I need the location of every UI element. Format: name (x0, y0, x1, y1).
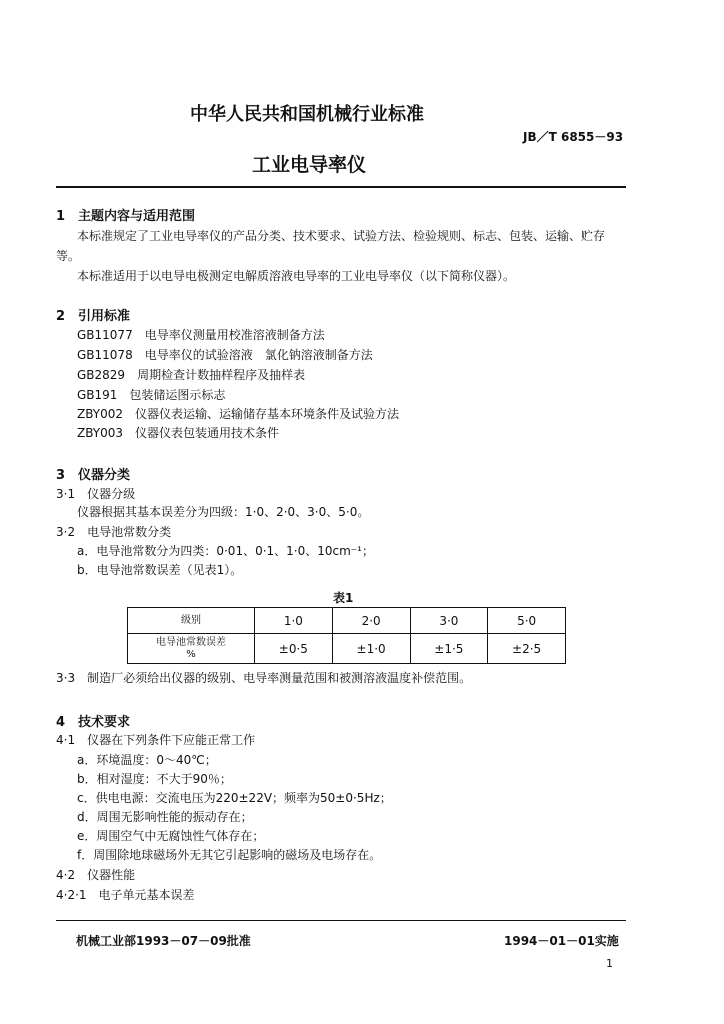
reference-item: GB2829 周期检查计数抽样程序及抽样表 (77, 368, 306, 382)
table-cell-grade: 3·0 (410, 608, 488, 634)
reference-item: ZBY002 仪器仪表运输、运输储存基本环境条件及试验方法 (77, 407, 400, 421)
subsection-4-2-1-heading: 4·2·1 电子单元基本误差 (56, 888, 195, 902)
section-1-paragraph-2: 本标准适用于以电导电极测定电解质溶液电导率的工业电导率仪（以下简称仪器）。 (77, 269, 516, 283)
document-title: 工业电导率仪 (252, 154, 367, 176)
table-cell-grade: 2·0 (332, 608, 410, 634)
section-1-paragraph-1-cont: 等。 (56, 249, 81, 263)
table-row-label-line-2: % (186, 648, 196, 660)
subsection-3-3-text: 3·3 制造厂必须给出仪器的级别、电导率测量范围和被测溶液温度补偿范围。 (56, 671, 472, 685)
condition-item: e．周围空气中无腐蚀性气体存在； (77, 829, 265, 843)
section-1-heading: 1 主题内容与适用范围 (56, 209, 196, 224)
table-cell-error: ±1·5 (410, 634, 488, 664)
table-cell-error: ±0·5 (255, 634, 333, 664)
table-row (128, 608, 566, 634)
condition-item: d．周围无影响性能的振动存在； (77, 810, 253, 824)
condition-item: c．供电电源：交流电压为220±22V；频率为50±0·5Hz； (77, 791, 392, 805)
page-number: 1 (606, 957, 613, 970)
subsection-4-2-heading: 4·2 仪器性能 (56, 868, 136, 882)
condition-item: a．环境温度：0～40℃； (77, 753, 217, 767)
error-table (127, 607, 566, 664)
table-cell-error: ±1·0 (332, 634, 410, 664)
approval-line: 机械工业部1993－07－09批准 (76, 934, 251, 948)
table-row-label (128, 634, 255, 664)
condition-item: b．相对湿度：不大于90％； (77, 772, 232, 786)
reference-item: GB11078 电导率仪的试验溶液 氯化钠溶液制备方法 (77, 348, 373, 362)
condition-item: f．周围除地球磁场外无其它引起影响的磁场及电场存在。 (77, 848, 382, 862)
subsection-3-2-item-b: b．电导池常数误差（见表1）。 (77, 563, 243, 577)
reference-item: GB11077 电导率仪测量用校准溶液制备方法 (77, 328, 325, 342)
section-2-heading: 2 引用标准 (56, 309, 131, 324)
table-caption: 表1 (333, 591, 354, 605)
subsection-3-2-item-a: a．电导池常数分为四类：0·01、0·1、1·0、10cm⁻¹； (77, 544, 374, 558)
reference-item: ZBY003 仪器仪表包装通用技术条件 (77, 426, 280, 440)
standard-title: 中华人民共和国机械行业标准 (190, 104, 424, 125)
section-3-heading: 3 仪器分类 (56, 468, 131, 483)
section-4-heading: 4 技术要求 (56, 715, 131, 730)
table-cell-grade: 5·0 (488, 608, 566, 634)
table-row-label: 级别 (128, 608, 255, 634)
section-1-paragraph-1: 本标准规定了工业电导率仪的产品分类、技术要求、试验方法、检验规则、标志、包装、运输、贮存 (77, 229, 606, 243)
reference-item: GB191 包装储运图示标志 (77, 388, 226, 402)
effective-date: 1994－01－01实施 (504, 934, 619, 948)
table-row (128, 634, 566, 664)
footer-rule (56, 920, 626, 921)
subsection-3-2-heading: 3·2 电导池常数分类 (56, 525, 172, 539)
table-row-label-line-1: 电导池常数误差 (156, 636, 226, 648)
subsection-3-1-text: 仪器根据其基本误差分为四级：1·0、2·0、3·0、5·0。 (77, 505, 370, 519)
header-rule (56, 186, 626, 188)
subsection-3-1-heading: 3·1 仪器分级 (56, 487, 136, 501)
table-cell-grade: 1·0 (255, 608, 333, 634)
subsection-4-1-heading: 4·1 仪器在下列条件下应能正常工作 (56, 733, 256, 747)
standard-code: JB／T 6855－93 (523, 130, 624, 144)
table-cell-error: ±2·5 (488, 634, 566, 664)
